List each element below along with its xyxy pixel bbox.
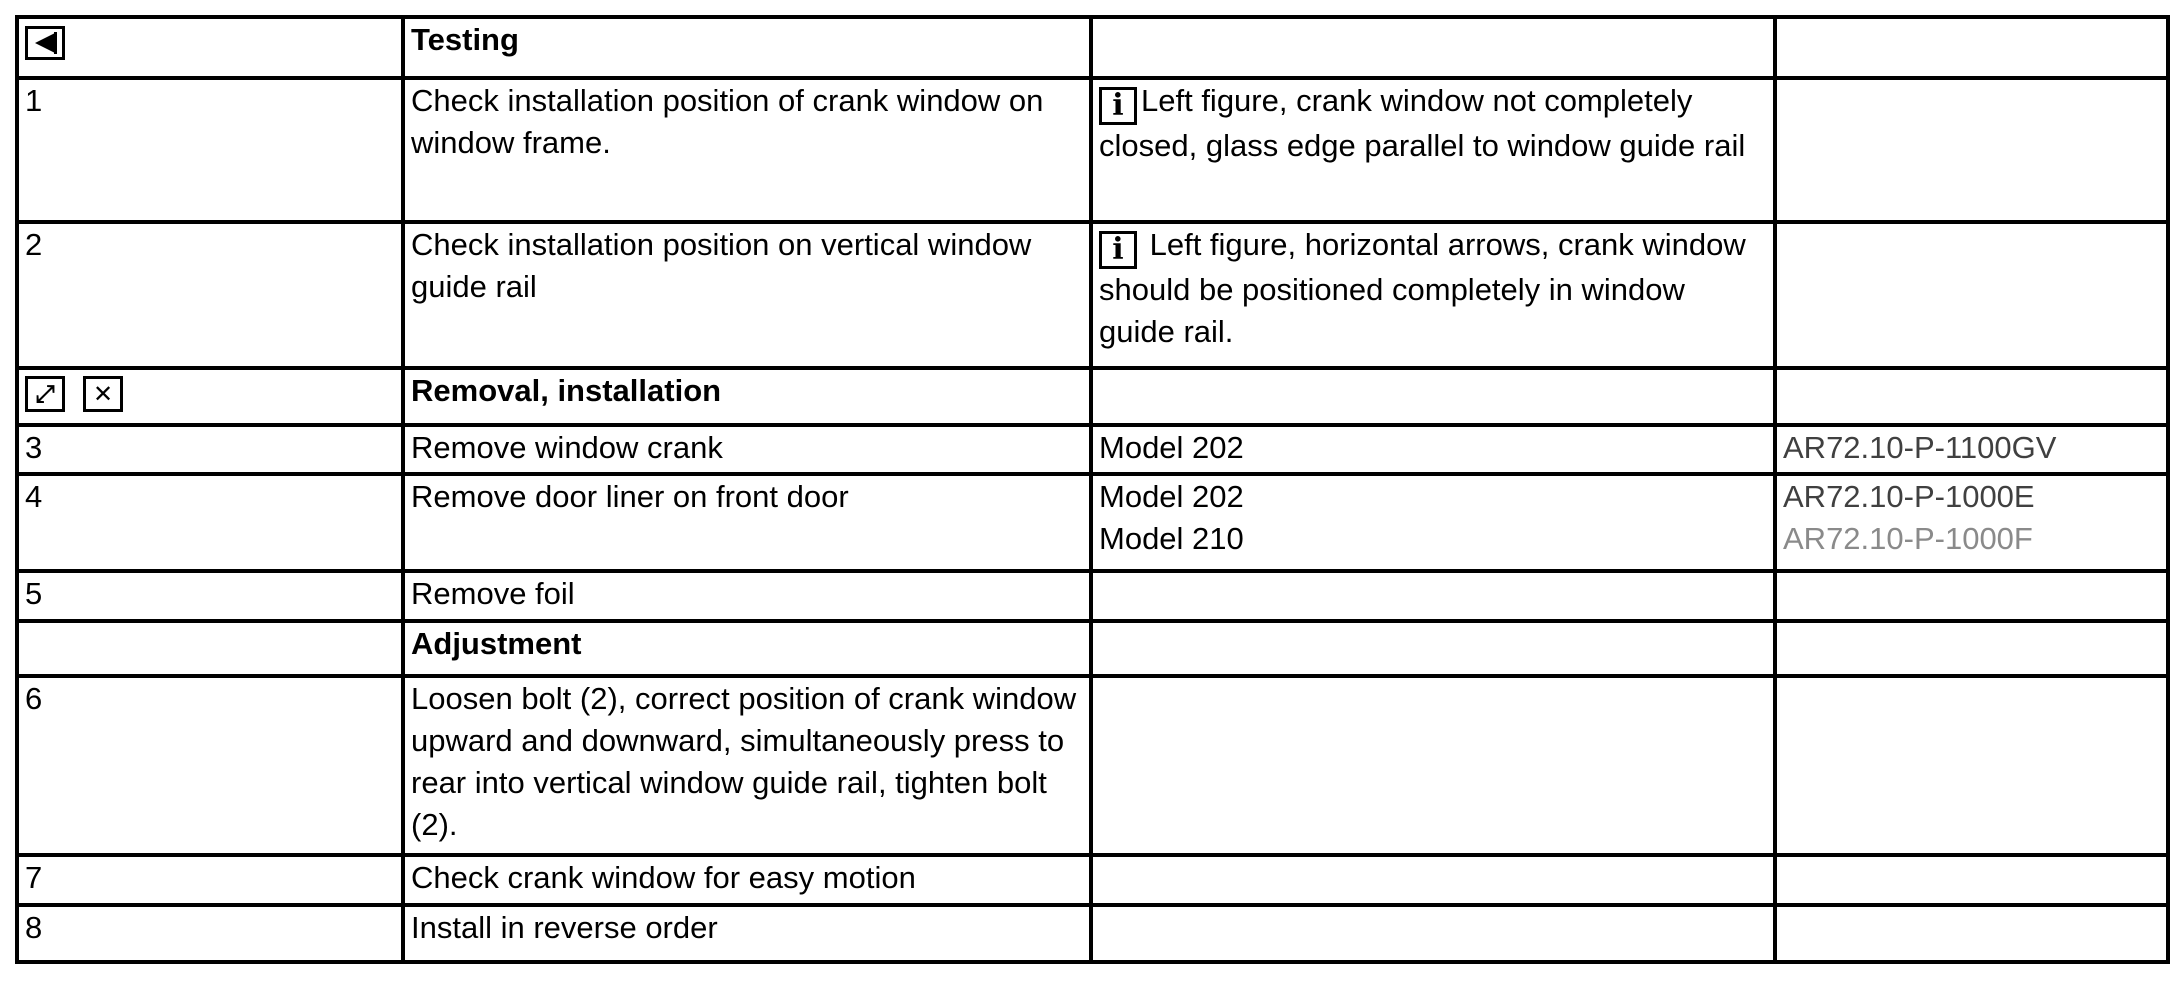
section-heading-testing: Testing <box>403 17 1091 78</box>
table-row <box>17 368 2168 425</box>
ref-cell <box>1775 905 2168 962</box>
ref-cell <box>1775 78 2168 222</box>
step-cell <box>17 368 403 425</box>
ref-cell <box>1775 621 2168 676</box>
action-text: Check crank window for easy motion <box>403 855 1091 905</box>
note-text: Model 202 <box>1091 425 1775 474</box>
action-text: Remove window crank <box>403 425 1091 474</box>
note-text: Left figure, horizontal arrows, crank window should be positioned completely in window guide rail. <box>1099 227 1746 349</box>
note-cell <box>1091 855 1775 905</box>
note-cell <box>1091 905 1775 962</box>
action-text: Check installation position of crank window on window frame. <box>403 78 1091 222</box>
note-cell <box>1091 78 1775 222</box>
note-text: Left figure, crank window not completely closed, glass edge parallel to window guide rail <box>1099 83 1746 163</box>
table-row <box>17 17 2168 78</box>
step-number: 7 <box>17 855 403 905</box>
note-text: Model 202 <box>1099 479 1244 514</box>
document-reference-link[interactable]: AR72.10-P-1000E <box>1783 479 2035 514</box>
table-row <box>17 621 2168 676</box>
step-number: 4 <box>17 474 403 571</box>
step-number: 1 <box>17 78 403 222</box>
note-cell <box>1091 621 1775 676</box>
step-number: 2 <box>17 222 403 368</box>
ref-cell <box>1775 368 2168 425</box>
table-row <box>17 425 2168 474</box>
ref-cell <box>1775 17 2168 78</box>
table-row <box>17 222 2168 368</box>
note-cell <box>1091 368 1775 425</box>
section-heading-adjustment: Adjustment <box>403 621 1091 676</box>
ref-cell <box>1775 222 2168 368</box>
document-reference-link[interactable]: AR72.10-P-1000F <box>1783 521 2033 556</box>
note-cell <box>1091 474 1775 571</box>
ref-cell <box>1775 676 2168 855</box>
step-number: 8 <box>17 905 403 962</box>
note-cell <box>1091 571 1775 621</box>
back-arrow-icon <box>25 26 65 60</box>
note-cell <box>1091 17 1775 78</box>
action-text: Loosen bolt (2), correct position of crank window upward and downward, simultaneously press to rear into vertical window guide rail, tighten bolt (2). <box>403 676 1091 855</box>
ref-cell <box>1775 855 2168 905</box>
table-row <box>17 571 2168 621</box>
action-text: Check installation position on vertical window guide rail <box>403 222 1091 368</box>
step-number: 3 <box>17 425 403 474</box>
note-text: Model 210 <box>1099 521 1244 556</box>
step-number: 5 <box>17 571 403 621</box>
note-cell <box>1091 676 1775 855</box>
ref-cell <box>1775 474 2168 571</box>
expand-icon: ⤢ <box>25 376 65 412</box>
info-icon[interactable]: i <box>1099 87 1137 125</box>
step-number: 6 <box>17 676 403 855</box>
table-row <box>17 905 2168 962</box>
document-reference-link[interactable]: AR72.10-P-1100GV <box>1775 425 2168 474</box>
action-text: Install in reverse order <box>403 905 1091 962</box>
procedure-table <box>15 15 2170 964</box>
table-row <box>17 474 2168 571</box>
action-text: Remove foil <box>403 571 1091 621</box>
note-cell <box>1091 222 1775 368</box>
collapse-icon: ✕ <box>83 376 123 412</box>
table-row <box>17 676 2168 855</box>
step-cell <box>17 17 403 78</box>
action-text: Remove door liner on front door <box>403 474 1091 571</box>
table-row <box>17 855 2168 905</box>
ref-cell <box>1775 571 2168 621</box>
info-icon[interactable]: i <box>1099 231 1137 269</box>
section-heading-removal: Removal, installation <box>403 368 1091 425</box>
table-row <box>17 78 2168 222</box>
step-cell <box>17 621 403 676</box>
